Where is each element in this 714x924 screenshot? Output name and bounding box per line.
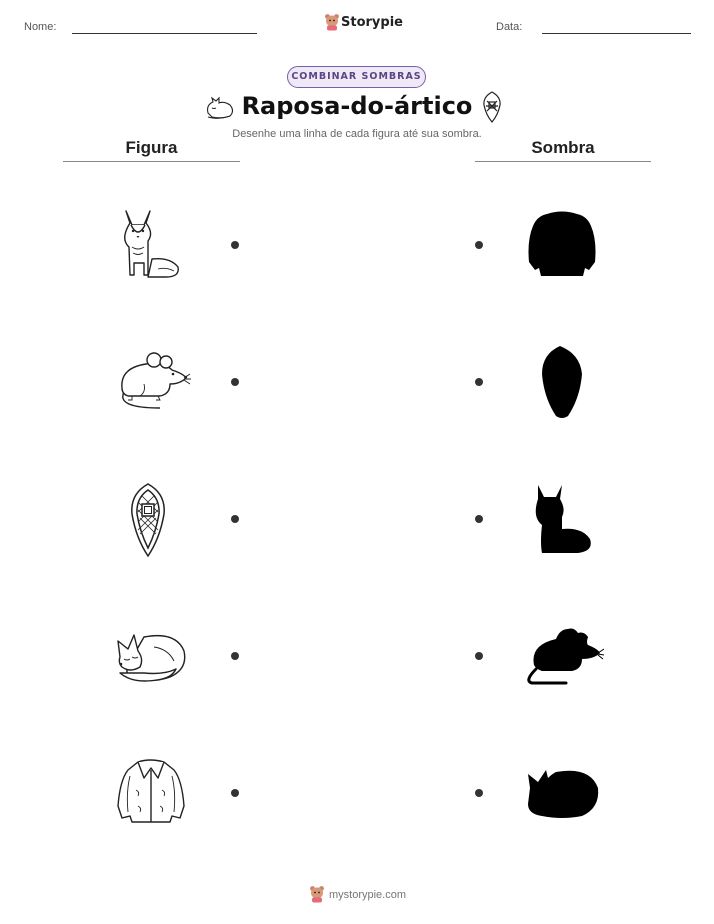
date-line[interactable] [542, 33, 691, 34]
shadow-dot-5[interactable] [475, 789, 483, 797]
shadow-dot-1[interactable] [475, 241, 483, 249]
shadow-dot-2[interactable] [475, 378, 483, 386]
brand-logo [324, 13, 403, 33]
activity-badge: COMBINAR SOMBRAS [287, 66, 426, 88]
figure-dot-1[interactable] [231, 241, 239, 249]
name-label: Nome: [24, 21, 57, 33]
snowshoe-icon [128, 482, 168, 558]
figure-dot-4[interactable] [231, 652, 239, 660]
sleeping-fox-small-icon [204, 95, 236, 121]
worksheet-title: Raposa-do-ártico [241, 92, 473, 120]
column-header-sombra: Sombra [531, 138, 595, 157]
snowshoe-small-icon [482, 91, 502, 123]
footer-url[interactable]: mystorypie.com [329, 889, 407, 901]
instructions: Desenhe uma linha de cada figura até sua sombra. [232, 128, 482, 140]
shadow-dot-3[interactable] [475, 515, 483, 523]
mouse-shadow-icon [522, 623, 604, 687]
fur-coat-shadow-icon [527, 210, 597, 278]
storypie-mascot-icon [324, 13, 340, 31]
figure-dot-2[interactable] [231, 378, 239, 386]
shadow-dot-4[interactable] [475, 652, 483, 660]
fur-coat-icon [114, 756, 188, 828]
arctic-fox-sitting-shadow-icon [530, 483, 594, 555]
mouse-icon [110, 348, 192, 414]
snowshoe-shadow-icon [540, 344, 584, 420]
date-label: Data: [496, 21, 523, 33]
sleeping-fox-icon [114, 627, 188, 685]
brand-name: Storypie [341, 15, 403, 30]
column-underline-right [475, 161, 651, 162]
figure-dot-3[interactable] [231, 515, 239, 523]
figure-dot-5[interactable] [231, 789, 239, 797]
arctic-fox-sitting-icon [118, 207, 182, 281]
name-line[interactable] [72, 33, 257, 34]
column-header-figura: Figura [125, 138, 178, 157]
storypie-footer-mascot-icon [309, 885, 325, 903]
sleeping-fox-shadow-icon [526, 764, 600, 820]
column-underline-left [63, 161, 240, 162]
